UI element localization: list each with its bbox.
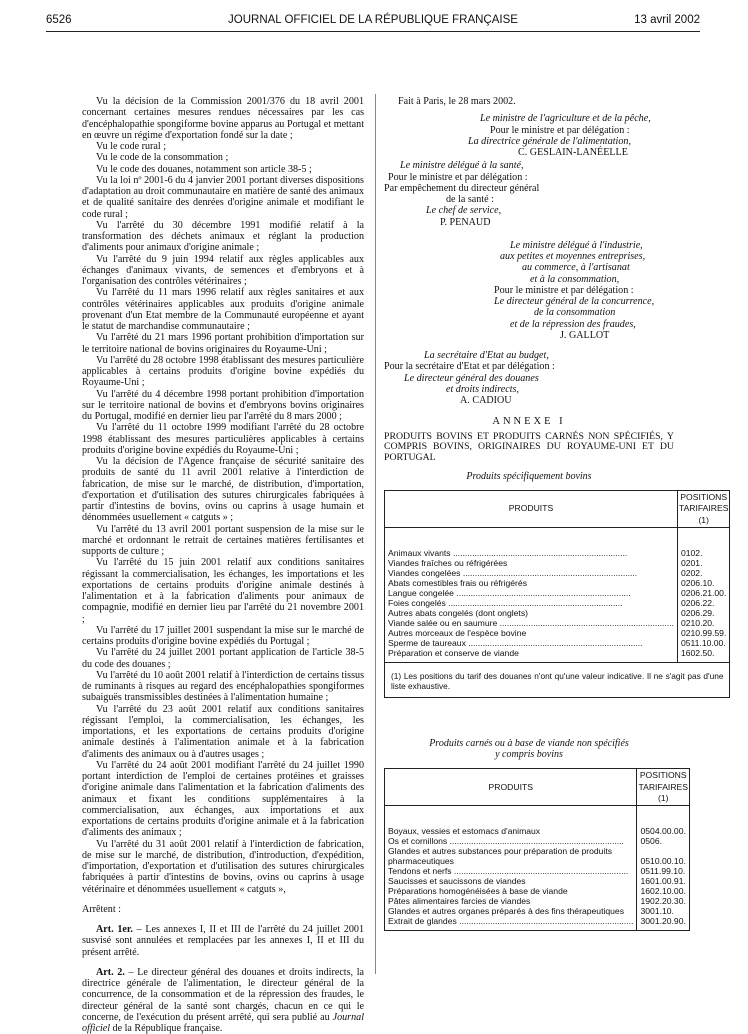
article-2: [82, 967, 364, 1034]
table-row: [385, 896, 690, 906]
visa-paragraph: Vu l'arrêté du 15 juin 2001 relatif aux conditions sanitaires régissant la commercialisation, les échanges, les importations et les exportations de certains produits d'origine animale destinés à l'alimentation et à la fabrication d'aliments pour animaux de compagnie, modifié en dernier lieu par l'arrêté du 21 novembre 2001 ;: [82, 557, 364, 625]
tariff-table-carnes: [384, 768, 690, 931]
product-cell: [385, 638, 678, 648]
product-name: Préparation et conserve de viande: [388, 647, 519, 658]
table-row: [385, 578, 730, 588]
sig3-role-3: et de la répression des fraudes,: [510, 318, 636, 330]
visa-paragraph: Vu la décision de l'Agence française de sécurité sanitaire des produits de santé du 11 avril 2001 relative à l'interdiction de fabrication, de mise sur le marché, de distribution, d'importation, d'exportation et d'utilisation des sutures chirurgicales fabriquées à partir d'intestins de bovins, ovins ou caprins à usage humain et dénommées usuellement « catguts » ;: [82, 456, 364, 524]
product-name: Abats comestibles frais ou réfrigérés: [388, 577, 527, 588]
tariff-position: 3001.20.90.: [637, 916, 690, 931]
table1-header-products: PRODUITS: [385, 491, 678, 528]
sig4-role-1: Le directeur général des douanes: [404, 372, 539, 384]
tariff-position: 0511.99.10.: [637, 866, 690, 876]
visa-paragraph: Vu l'arrêté du 31 août 2001 relatif à l'interdiction de fabrication, de mise sur le marché, de distribution, d'introduction, d'expédition, d'importation, d'exportation et d'utilisation des sutures chirurgicales fabriquées à partir d'intestins de bovins, ovins ou caprins à usage vétérinaire et dénommées usuellement « catguts »,: [82, 838, 364, 895]
product-name: Foies congelés .....: [388, 598, 674, 608]
table-row: [385, 916, 690, 931]
table2-caption-2: y compris bovins: [495, 749, 563, 761]
tariff-position: 0202.: [677, 568, 730, 578]
article-1: [82, 924, 364, 958]
tariff-position: 0210.20.: [677, 618, 730, 628]
sig4-name: A. CADIOU: [460, 395, 512, 406]
product-cell: [385, 906, 637, 916]
product-name: Préparations homogénéisées à base de viande: [388, 886, 568, 897]
table-row: [385, 836, 690, 846]
visa-paragraph: Vu l'arrêté du 4 décembre 1998 portant prohibition d'importation sur le territoire national de bovins et d'embryons bovins originaires du Portugal, modifié en dernier lieu par l'arrêté du 8 mars 2000 ;: [82, 388, 364, 422]
visa-paragraph: Vu l'arrêté du 10 août 2001 relatif à l'interdiction de certains tissus de ruminants à risques au regard des encéphalopathies spongiformes subaiguës transmissibles destinées à l'alimentation humaine ;: [82, 669, 364, 704]
table-row: [385, 886, 690, 896]
visa-paragraph: Vu la loi nº 2001-6 du 4 janvier 2001 portant diverses dispositions d'adaptation au droit communautaire en matière de santé des animaux et de qualité sanitaire des denrées d'origine animale et modifiant le code rural ;: [82, 174, 364, 220]
tariff-position: 0504.00.00.: [637, 806, 690, 837]
product-cell: [385, 588, 678, 598]
product-name: Boyaux, vessies et estomacs d'animaux: [388, 826, 541, 837]
sig4-delegation: Pour la secrétaire d'Etat et par délégation :: [384, 361, 555, 373]
product-name: Viandes fraîches ou réfrigérées: [388, 557, 508, 568]
visa-paragraph: Vu l'arrêté du 28 octobre 1998 établissant des mesures particulière applicables à certains produits d'origine bovine expédiés du Royaume-Uni ;: [82, 354, 364, 389]
right-column: [384, 96, 729, 931]
tariff-position: 1602.50.: [677, 648, 730, 663]
visa-paragraph: Vu le code rural ;: [96, 141, 167, 152]
tariff-position: 0510.00.10.: [637, 846, 690, 866]
sig2-name: P. PENAUD: [440, 216, 491, 228]
product-cell: [385, 608, 678, 618]
sig3-minister-2: aux petites et moyennes entreprises,: [500, 251, 646, 262]
annex-title: PRODUITS BOVINS ET PRODUITS CARNÉS NON SPÉCIFIÉS, Y COMPRIS BOVINS, ORIGINAIRES DU ROYAUME-UNI ET DU PORTUGAL: [384, 430, 674, 464]
product-cell: [385, 568, 678, 578]
table-row: [385, 588, 730, 598]
product-cell: [385, 876, 637, 886]
product-name: Autres abats congelés (dont onglets): [388, 607, 528, 618]
sig2-minister: Le ministre délégué à la santé,: [400, 160, 524, 172]
product-name: Saucisses et saucissons de viandes: [388, 876, 526, 887]
table-row: [385, 648, 730, 663]
article-1-label: Art. 1er.: [96, 924, 133, 935]
tariff-position: 0206.10.: [677, 578, 730, 588]
product-name: Sperme de taureaux .....: [388, 638, 674, 648]
table-row: [385, 638, 730, 648]
visa-paragraph: Vu l'arrêté du 11 octobre 1999 modifiant l'arrêté du 28 octobre 1998 établissant des mesures particulières applicables à certains produits d'origine bovine expédiés du Royaume-Uni ;: [82, 422, 364, 456]
product-cell: [385, 836, 637, 846]
table1-header-positions: POSITIONS TARIFAIRES (1): [677, 491, 730, 528]
product-cell: [385, 628, 678, 638]
article-1-text: – Les annexes I, II et III de l'arrêté du 24 juillet 2001 susvisé sont annulées et remplacées par les annexes I, II et III du présent arrêté.: [82, 924, 365, 958]
product-cell: [385, 598, 678, 608]
tariff-position: 0511.10.00.: [677, 638, 730, 648]
sig1-minister: Le ministre de l'agriculture et de la pêche,: [480, 113, 651, 125]
tariff-position: 1601.00.91.: [637, 876, 690, 886]
tariff-position: 0201.: [677, 558, 730, 568]
tariff-position: 0206.22.: [677, 598, 730, 608]
table-row: [385, 618, 730, 628]
visa-paragraph: Vu la décision de la Commission 2001/376 du 18 avril 2001 concernant certaines mesures rendues nécessaires par les cas d'encéphalopathie spongiforme bovine apparus au Portugal et mettant en œuvre un régime d'exportation fondé sur la date ;: [82, 96, 364, 141]
visa-paragraph: Vu l'arrêté du 13 avril 2001 portant suspension de la mise sur le marché et ordonnant le retrait de certaines matières fertilisantes et supports de culture ;: [82, 523, 364, 557]
table-row: [385, 806, 690, 837]
sig3-delegation: Pour le ministre et par délégation :: [494, 284, 634, 296]
article-2-text: – Le directeur général des douanes et droits indirects, la directrice générale de l'alimentation, le directeur général de la concurrence, de la consommation et de la répression des fraudes, le directeur général de la santé sont chargés, chacun en ce qui le concerne, de l'exécution du présent arrêté, qui sera publié au: [82, 966, 364, 1023]
product-cell: [385, 648, 678, 663]
visa-list: [82, 96, 364, 895]
annex-label: ANNEXE I: [492, 416, 566, 428]
visa-paragraph: Vu l'arrêté du 9 juin 1994 relatif aux règles applicables aux échanges d'animaux vivants, de semences et d'embryons et à l'organisation des contrôles vétérinaires ;: [82, 253, 364, 287]
header-rule: [46, 31, 700, 32]
tariff-position: 0506.: [637, 836, 690, 846]
product-name: Tendons et nerfs .....: [388, 866, 633, 876]
product-cell: [385, 527, 678, 558]
table2-header-products: PRODUITS: [385, 769, 637, 806]
tariff-position: 0206.21.00.: [677, 588, 730, 598]
tariff-table-bovins: [384, 490, 730, 698]
product-cell: [385, 916, 637, 931]
product-name: Viandes congelées .....: [388, 568, 674, 578]
column-divider: [375, 94, 376, 974]
table-footnote-row: [385, 662, 730, 697]
tariff-position: 0206.29.: [677, 608, 730, 618]
visa-paragraph: Vu l'arrêté du 24 juillet 2001 portant application de l'article 38-5 du code des douanes ;: [82, 647, 364, 670]
sig4-minister: La secrétaire d'Etat au budget,: [424, 350, 549, 361]
sig3-minister-1: Le ministre délégué à l'industrie,: [510, 239, 643, 251]
product-name: Glandes et autres organes préparés à des fins thérapeutiques: [388, 906, 625, 917]
sig2-role: Le chef de service,: [426, 205, 502, 217]
product-name: Langue congelée .....: [388, 588, 674, 598]
sig3-minister-3: au commerce, à l'artisanat: [522, 262, 630, 274]
product-name: Animaux vivants .....: [388, 548, 674, 558]
product-cell: [385, 886, 637, 896]
product-cell: [385, 618, 678, 628]
article-2-label: Art. 2.: [96, 966, 125, 978]
table-row: [385, 598, 730, 608]
sig1-name: C. GESLAIN-LANÉELLE: [518, 147, 628, 158]
sig2-impediment-2: de la santé :: [446, 194, 494, 205]
tariff-position: 0102.: [677, 527, 730, 558]
left-column: [82, 96, 364, 1034]
signature-block-agriculture: [384, 113, 674, 158]
visa-paragraph: Vu l'arrêté du 11 mars 1996 relatif aux règles sanitaires et aux contrôles vétérinaires applicables aux produits d'origine animale provenant d'un Etat membre de la Communauté européenne et ayant le statut de marchandise communautaire ;: [82, 287, 364, 332]
article-2-end: de la République française.: [110, 1023, 223, 1034]
tariff-position: 3001.10.: [637, 906, 690, 916]
visa-paragraph: Vu l'arrêté du 17 juillet 2001 suspendant la mise sur le marché de certains produits d'origine bovine expédiés du Portugal ;: [82, 624, 364, 647]
issue-date: 13 avril 2002: [634, 14, 700, 26]
sig2-impediment-1: Par empêchement du directeur général: [384, 182, 540, 194]
product-cell: [385, 866, 637, 876]
tariff-position: 1602.10.00.: [637, 886, 690, 896]
product-name: Os et cornillons .....: [388, 836, 633, 846]
visa-paragraph: Vu l'arrêté du 23 août 2001 relatif aux conditions sanitaires régissant l'emploi, la commercialisation, les échanges, les importations, et les exportations de certains produits d'origine animale destinés à l'alimentation animale et à la fabrication d'aliments des animaux ou à d'autres usages ;: [82, 703, 364, 760]
sig3-role-1: Le directeur général de la concurrence,: [494, 296, 655, 307]
table2-caption-1: Produits carnés ou à base de viande non spécifiés: [429, 737, 629, 749]
sig3-role-2: de la consommation: [534, 307, 616, 319]
table-row: [385, 568, 730, 578]
tariff-position: 1902.20.30.: [637, 896, 690, 906]
table-row: [385, 846, 690, 866]
sig4-role-2: et droits indirects,: [446, 383, 519, 395]
visa-paragraph: Vu le code de la consommation ;: [96, 152, 229, 164]
sig3-name: J. GALLOT: [560, 329, 610, 341]
table-row: [385, 558, 730, 568]
product-name: Viande salée ou en saumure .....: [388, 618, 674, 628]
journal-title: JOURNAL OFFICIEL DE LA RÉPUBLIQUE FRANÇAISE: [228, 14, 518, 26]
sig1-delegation: Pour le ministre et par délégation :: [490, 124, 630, 136]
page-number: 6526: [46, 14, 72, 26]
product-name: Glandes et autres substances pour préparation de produits pharmaceutiques: [388, 846, 613, 867]
product-name: Pâtes alimentaires farcies de viandes: [388, 896, 531, 907]
table-footnote: (1) Les positions du tarif des douanes n'ont qu'une valeur indicative. Il ne s'agit pas d'une liste exhaustive.: [385, 662, 730, 697]
sig1-role: La directrice générale de l'alimentation,: [468, 135, 631, 147]
fait-line: Fait à Paris, le 28 mars 2002.: [398, 96, 516, 107]
table-row: [385, 876, 690, 886]
product-cell: [385, 578, 678, 588]
tariff-position: 0210.99.59.: [677, 628, 730, 638]
table-row: [385, 866, 690, 876]
product-cell: [385, 896, 637, 906]
product-cell: [385, 806, 637, 837]
table1-caption: Produits spécifiquement bovins: [466, 470, 592, 482]
product-name: Autres morceaux de l'espèce bovine: [388, 627, 527, 638]
table-row: [385, 527, 730, 558]
signature-block-sante: [384, 160, 674, 228]
table2-header-positions: POSITIONS TARIFAIRES (1): [637, 769, 690, 806]
product-cell: [385, 558, 678, 568]
signature-block-budget: [384, 350, 674, 406]
product-name: Extrait de glandes .....: [388, 916, 633, 926]
sig3-minister-4: et à la consommation,: [530, 273, 620, 285]
product-cell: [385, 846, 637, 866]
arretent-line: Arrêtent :: [82, 903, 121, 915]
table-row: [385, 608, 730, 618]
article-2-journal: Journal officiel: [82, 1011, 364, 1034]
sig2-delegation: Pour le ministre et par délégation :: [388, 171, 528, 183]
table-row: [385, 906, 690, 916]
visa-paragraph: Vu l'arrêté du 30 décembre 1991 modifié relatif à la transformation des déchets animaux et réglant la production d'aliments pour animaux d'origine animale ;: [82, 219, 364, 254]
visa-paragraph: Vu l'arrêté du 24 août 2001 modifiant l'arrêté du 24 juillet 1990 portant interdiction de l'emploi de certaines protéines et graisses d'origine animale dans l'alimentation et la fabrication d'aliments des animaux et fixant les conditions supplémentaires à la commercialisation, aux échanges, aux importations et aux exportations de certains produits d'origine animale et à la fabrication d'aliments des animaux ;: [82, 759, 364, 839]
visa-paragraph: Vu l'arrêté du 21 mars 1996 portant prohibition d'importation sur le territoire national de bovins originaires du Royaume-Uni ;: [82, 332, 364, 355]
visa-paragraph: Vu le code des douanes, notamment son article 38-5 ;: [96, 163, 312, 175]
signature-block-industrie: [384, 240, 674, 341]
page-header: [46, 14, 700, 30]
table-row: [385, 628, 730, 638]
